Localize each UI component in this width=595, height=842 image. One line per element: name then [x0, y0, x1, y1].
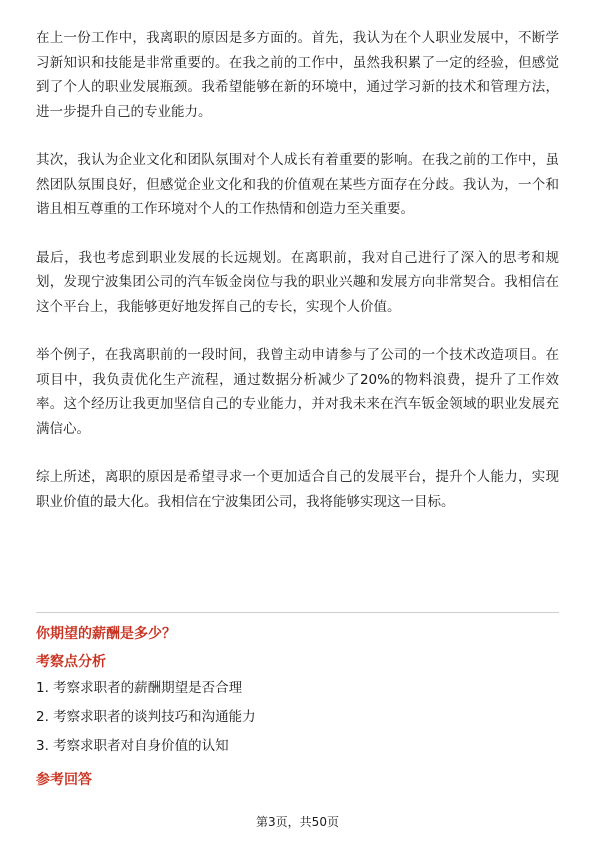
paragraph-5: 综上所述，离职的原因是希望寻求一个更加适合自己的发展平台，提升个人能力，实现职业价值的最大化。我相信在宁波集团公司，我将能够实现这一目标。: [36, 469, 559, 510]
analysis-item-3: 3. 考察求职者对自身价值的认知: [36, 738, 229, 754]
answer-heading: 参考回答: [36, 772, 92, 788]
section-divider: [36, 612, 559, 613]
paragraph-3: 最后，我也考虑到职业发展的长远规划。在离职前，我对自己进行了深入的思考和规划，发现宁波集团公司的汽车钣金岗位与我的职业兴趣和发展方向非常契合。我相信在这个平台上，我能够更好地发挥自己的专长，实现个人价值。: [36, 249, 559, 315]
analysis-item-2: 2. 考察求职者的谈判技巧和沟通能力: [36, 709, 256, 725]
question-heading: 你期望的薪酬是多少？: [36, 626, 176, 642]
paragraph-1: 在上一份工作中，我离职的原因是多方面的。首先，我认为在个人职业发展中，不断学习新知识和技能是非常重要的。在我之前的工作中，虽然我积累了一定的经验，但感觉到了个人的职业发展瓶颈。我希望能够在新的环境中，通过学习新的技术和管理方法，进一步提升自己的专业能力。: [36, 30, 559, 120]
page-footer: 第3页，共50页: [256, 815, 339, 829]
paragraph-2: 其次，我认为企业文化和团队氛围对个人成长有着重要的影响。在我之前的工作中，虽然团队氛围良好，但感觉企业文化和我的价值观在某些方面存在分歧。我认为，一个和谐且相互尊重的工作环境对个人的工作热情和创造力至关重要。: [36, 152, 559, 217]
answer-body: [36, 26, 559, 538]
paragraph-4: 举个例子，在我离职前的一段时间，我曾主动申请参与了公司的一个技术改造项目。在项目中，我负责优化生产流程，通过数据分析减少了20%的物料浪费，提升了工作效率。这个经历让我更加坚信自己的专业能力，并对我未来在汽车钣金领域的职业发展充满信心。: [36, 347, 559, 437]
analysis-item-1: 1. 考察求职者的薪酬期望是否合理: [36, 680, 243, 696]
analysis-list: [36, 678, 256, 765]
analysis-heading: 考察点分析: [36, 654, 106, 670]
